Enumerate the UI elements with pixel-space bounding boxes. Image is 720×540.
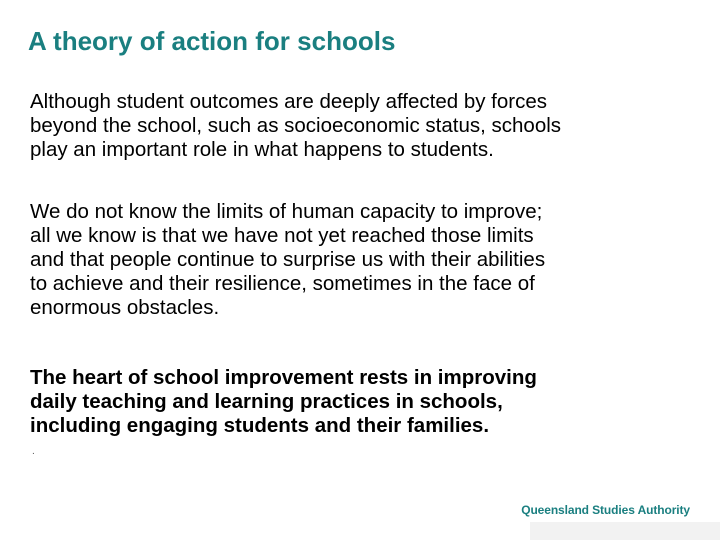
footer-strip bbox=[530, 522, 720, 540]
paragraph-line: including engaging students and their families. bbox=[30, 414, 490, 437]
paragraph-heart-of-improvement bbox=[30, 366, 710, 438]
slide-title: A theory of action for schools bbox=[28, 26, 396, 56]
paragraph-line: The heart of school improvement rests in improving bbox=[30, 366, 537, 389]
paragraph-line: play an important role in what happens to students. bbox=[30, 138, 494, 161]
qsa-logo: Queensland Studies Authority bbox=[521, 503, 690, 517]
stray-mark: . bbox=[32, 446, 35, 457]
paragraph-line: enormous obstacles. bbox=[30, 296, 220, 319]
paragraph-line: daily teaching and learning practices in schools, bbox=[30, 390, 503, 413]
paragraph-line: all we know is that we have not yet reached those limits bbox=[30, 224, 534, 247]
paragraph-capacity bbox=[30, 200, 710, 320]
paragraph-outcomes bbox=[30, 90, 710, 162]
paragraph-line: We do not know the limits of human capacity to improve; bbox=[30, 200, 543, 223]
paragraph-line: to achieve and their resilience, sometimes in the face of bbox=[30, 272, 535, 295]
paragraph-line: Although student outcomes are deeply affected by forces bbox=[30, 90, 548, 113]
paragraph-line: and that people continue to surprise us with their abilities bbox=[30, 248, 546, 271]
paragraph-line: beyond the school, such as socioeconomic status, schools bbox=[30, 114, 562, 137]
